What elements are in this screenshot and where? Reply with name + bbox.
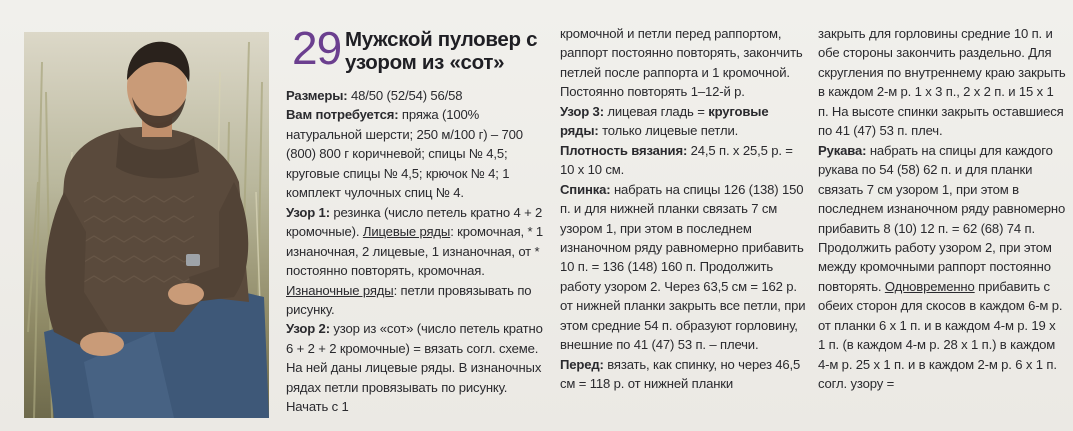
back-text: набрать на спицы 126 (138) 150 п. и для нижней планки связать 7 см узором 1, при этом в последнем изнаночном ряду равномерно прибавить 10 п. = 136 (148) 160 п. Продолжить работу узором 2. Через 63,5 см = 162 р. от нижней планки закрыть все петли, при этом средние 54 п. образуют горловину, внешние по 41 (47) 53 п. – плечи. bbox=[560, 181, 806, 353]
front-continued: закрыть для горловины средние 10 п. и обе стороны закончить раздельно. Для скругления по внутреннему краю закрыть в каждом 2-м р. 1 х 3 п., 2 х 2 п. и 15 х 1 п. На высоте спинки закрыть оставшиеся по 41 (47) 53 п. плеч. bbox=[818, 26, 1066, 139]
materials-label: Вам потребуется: bbox=[286, 107, 399, 123]
pattern-3-paragraph bbox=[560, 102, 808, 141]
front-text: вязать, как спинку, но через 46,5 см = 118 р. от нижней планки bbox=[560, 356, 801, 392]
pattern-1-knit-rows: : кромочная, * 1 изнаночная, 2 лицевые, 1 изнаночная, от * постоянно повторять, кромочная. bbox=[286, 224, 544, 279]
sleeves-label: Рукава: bbox=[818, 142, 867, 158]
pattern-2-continued: кромочной и петли перед раппортом, раппорт постоянно повторять, закончить петлей после раппорта и 1 кромочной. Постоянно повторять 1–12-й р. bbox=[560, 26, 803, 100]
circular-rows-label: круговые ряды: bbox=[560, 103, 769, 139]
pattern-3-text-end: только лицевые петли. bbox=[598, 123, 739, 139]
text-column-1 bbox=[286, 86, 548, 417]
pattern-2-paragraph bbox=[286, 319, 548, 416]
pattern-number: 29 bbox=[292, 22, 342, 74]
pattern-1-paragraph bbox=[286, 203, 548, 320]
text-column-2 bbox=[560, 24, 808, 394]
text-column-3 bbox=[818, 24, 1066, 394]
back-paragraph bbox=[560, 180, 808, 355]
purl-rows-heading: Изнаночные ряды bbox=[286, 282, 394, 298]
sizes-value: 48/50 (52/54) 56/58 bbox=[347, 88, 463, 103]
pattern-1-label: Узор 1: bbox=[286, 204, 330, 220]
pattern-2-text: узор из «сот» (число петель кратно 6 + 2 + 2 кромочные) = вязать согл. схеме. На ней даны лицевые ряды. В изнаночных рядах петли провязывать по рисунку. Начать с 1 bbox=[286, 321, 543, 415]
density-paragraph bbox=[560, 141, 808, 180]
back-label: Спинка: bbox=[560, 181, 611, 197]
sizes-label: Размеры: bbox=[286, 88, 348, 103]
density-label: Плотность вязания: bbox=[560, 142, 688, 158]
materials-paragraph bbox=[286, 105, 548, 202]
front-label: Перед: bbox=[560, 356, 604, 372]
pattern-2-label: Узор 2: bbox=[286, 321, 330, 337]
knit-rows-heading: Лицевые ряды bbox=[362, 224, 451, 240]
sizes-paragraph bbox=[286, 86, 548, 105]
pattern-title: Мужской пуловер с узором из «сот» bbox=[345, 28, 538, 74]
materials-value: пряжа (100% натуральной шерсти; 250 м/100 г) – 700 (800) 800 г коричневой; спицы № 4,5; круговые спицы № 4,5; крючок № 4; 1 комплект чулочных спиц № 4. bbox=[286, 107, 523, 201]
front-paragraph bbox=[560, 355, 808, 394]
model-photo bbox=[24, 32, 269, 418]
sleeves-text-end: прибавить с обеих сторон для скосов в каждом 6-м р. от планки 6 х 1 п. и в каждом 4-м р. 19 х 1 п. (в каждом 4-м р. 28 х 1 п.) в каждом 4-м р. 25 х 1 п. и в каждом 2-м р. 6 х 1 п. согл. узору = bbox=[818, 278, 1063, 392]
pattern-1-purl-rows: : петли провязывать по рисунку. bbox=[286, 282, 532, 317]
photo-illustration bbox=[24, 32, 269, 418]
pattern-3-label: Узор 3: bbox=[560, 103, 604, 119]
simultaneously-heading: Одновременно bbox=[884, 278, 975, 294]
sleeves-paragraph bbox=[818, 141, 1066, 394]
pattern-1-intro: резинка (число петель кратно 4 + 2 кромочные). bbox=[286, 204, 543, 240]
pattern-3-text: лицевая гладь = bbox=[603, 103, 709, 119]
density-value: 24,5 п. х 25,5 р. = 10 х 10 см. bbox=[560, 142, 793, 178]
pattern-header bbox=[292, 22, 554, 83]
sleeves-text: набрать на спицы для каждого рукава по 54 (58) 62 п. и для планки связать 7 см узором 1, при этом в последнем изнаночном ряду равномерно прибавить 8 (10) 12 п. = 62 (68) 74 п. Продолжить работу узором 2, при этом между кромочными раппорт постоянно повторять. bbox=[818, 142, 1066, 294]
